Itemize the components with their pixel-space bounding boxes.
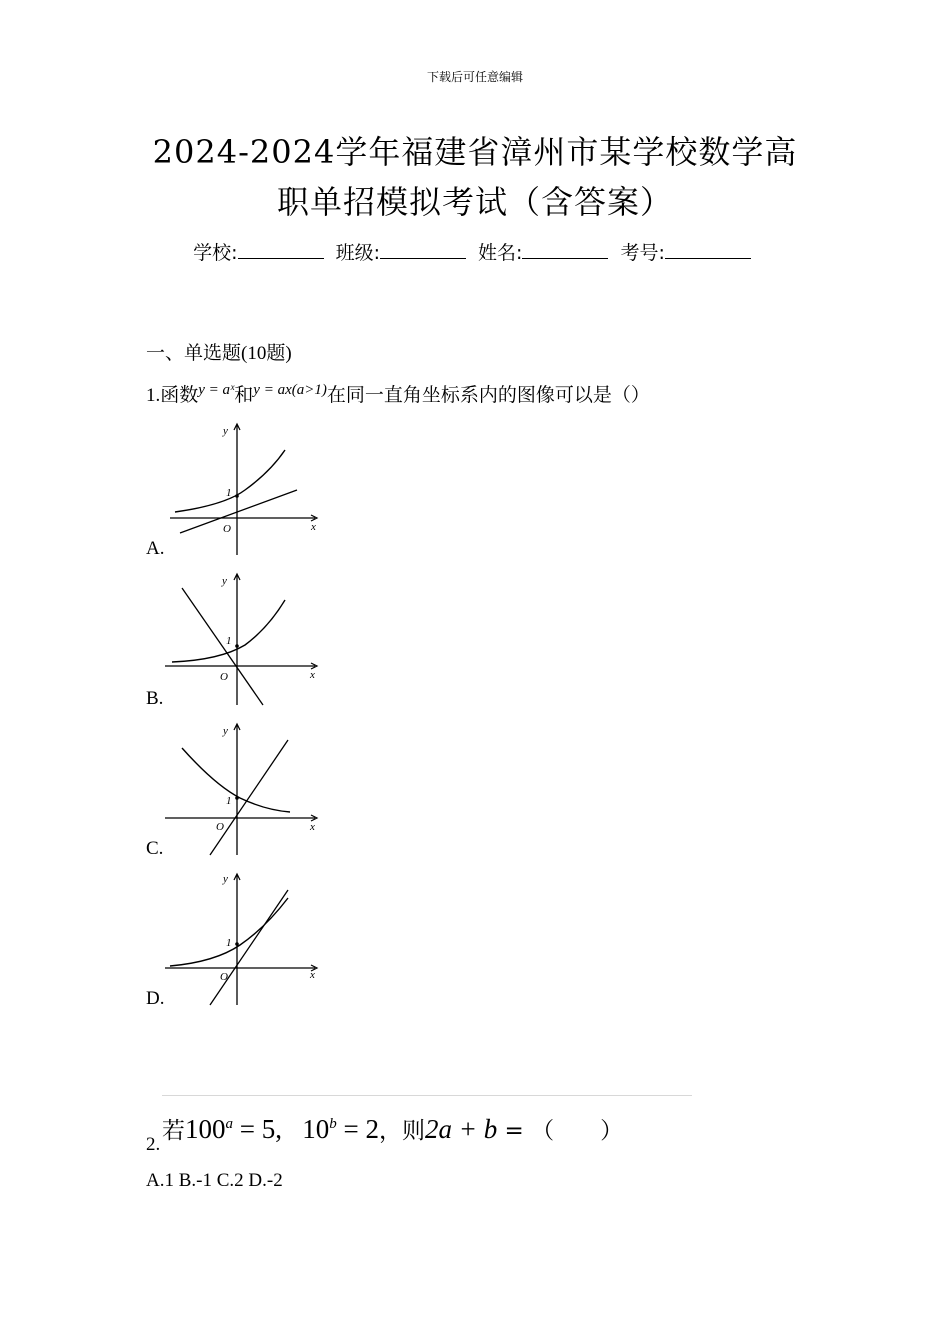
option-a-axis-x: x	[311, 521, 316, 533]
q2-expr2-rest: = 2	[336, 1114, 379, 1144]
option-b-graph	[160, 570, 325, 710]
question-2-options[interactable]: A.1 B.-1 C.2 D.-2	[146, 1170, 283, 1191]
school-label: 学校:	[193, 242, 238, 264]
header-note: 下载后可任意编辑	[426, 70, 523, 84]
school-blank[interactable]	[238, 240, 324, 259]
option-b-label[interactable]: B.	[146, 688, 164, 709]
option-c-label[interactable]: C.	[146, 838, 164, 859]
option-a-axis-y: y	[223, 425, 228, 437]
option-a-label[interactable]: A.	[146, 538, 165, 559]
student-info-row	[0, 238, 950, 265]
option-a-origin: O	[223, 523, 231, 535]
option-c-origin: O	[216, 821, 224, 833]
q2-tail: = （ ）	[497, 1118, 624, 1144]
option-b-axis-y: y	[222, 575, 227, 587]
class-label: 班级:	[335, 242, 380, 264]
option-b-tick: 1	[226, 635, 232, 647]
number-blank[interactable]	[665, 240, 751, 259]
q2-expr3: 2a + b	[424, 1114, 498, 1144]
question-2-stem	[162, 1112, 623, 1145]
option-d-label[interactable]: D.	[146, 988, 165, 1009]
option-d-origin: O	[220, 971, 228, 983]
question-1-stem	[146, 380, 650, 407]
option-a-graph	[165, 420, 325, 560]
option-b-origin: O	[220, 671, 228, 683]
page-title-line2: 职单招模拟考试（含答案）	[276, 183, 673, 221]
section-heading: 一、单选题(10题)	[146, 343, 292, 364]
option-c-axis-x: x	[310, 821, 315, 833]
option-d-graph	[160, 870, 325, 1010]
q2-expr1-base: 100	[185, 1114, 226, 1144]
q2-expr1-rest: = 5,	[233, 1114, 303, 1144]
q2-ze: ，则	[378, 1118, 425, 1144]
q2-expr2-exp: b	[329, 1116, 337, 1132]
question-2-number: 2.	[146, 1134, 161, 1155]
option-d-tick: 1	[226, 937, 232, 949]
option-d-axis-y: y	[223, 873, 228, 885]
option-c-axis-y: y	[223, 725, 228, 737]
q2-expr1-exp: a	[225, 1116, 233, 1132]
option-c-tick: 1	[226, 795, 232, 807]
option-a-tick: 1	[226, 487, 232, 499]
q1-func1: y = aˣ	[198, 382, 235, 398]
name-blank[interactable]	[522, 240, 608, 259]
q2-expr2-base: 10	[302, 1114, 330, 1144]
option-c-graph	[160, 720, 325, 860]
q2-ruo: 若	[162, 1118, 185, 1144]
option-d-axis-x: x	[310, 969, 315, 981]
q1-prefix: 1.函数	[146, 385, 199, 406]
class-blank[interactable]	[380, 240, 466, 259]
number-label: 考号:	[620, 242, 665, 264]
page-title-line1: 2024-2024学年福建省漳州市某学校数学高	[152, 133, 798, 171]
name-label: 姓名:	[478, 242, 523, 264]
divider-line	[162, 1095, 692, 1096]
q1-func2: y = ax(a>1)	[253, 382, 327, 398]
q1-connector: 和	[234, 385, 254, 406]
option-b-axis-x: x	[310, 669, 315, 681]
q1-suffix: 在同一直角坐标系内的图像可以是（）	[326, 385, 650, 406]
